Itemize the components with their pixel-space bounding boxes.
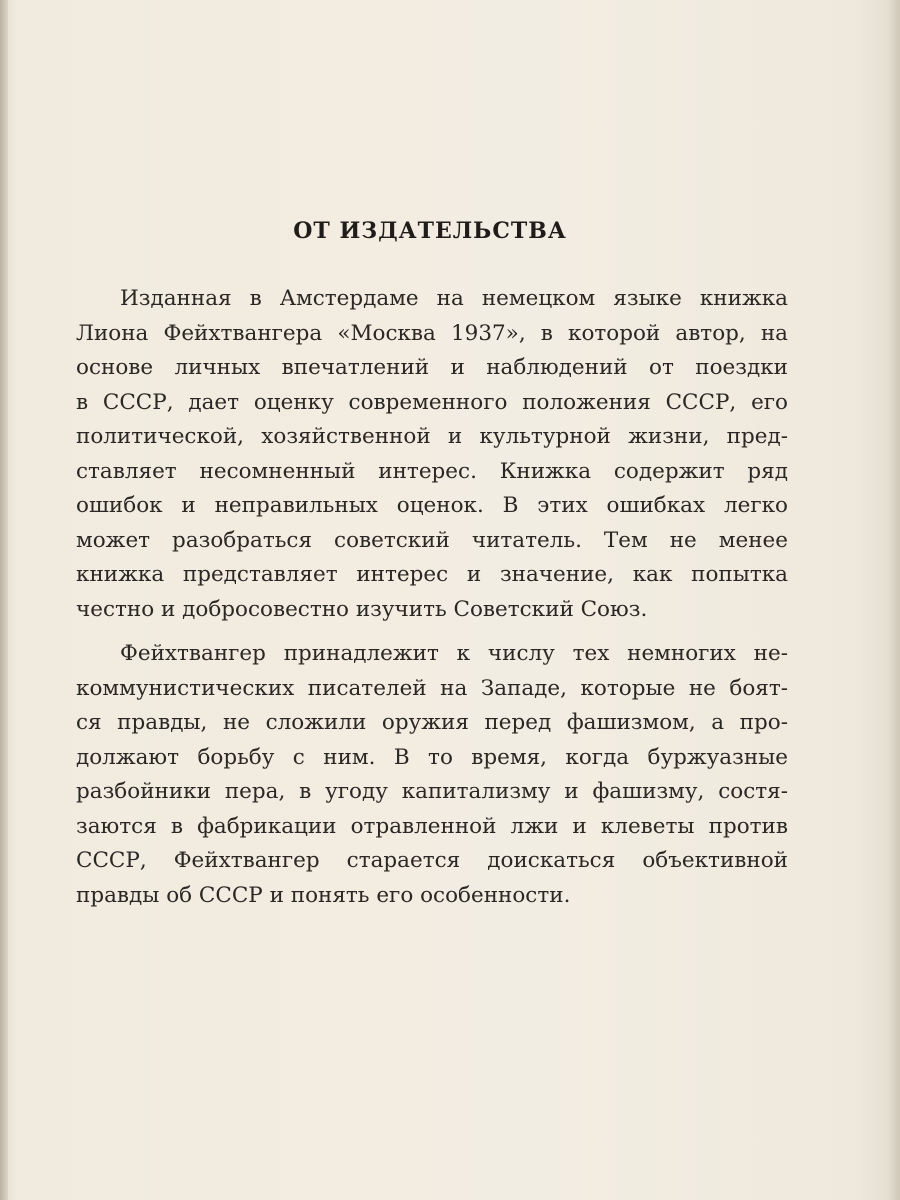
- page-heading: ОТ ИЗДАТЕЛЬСТВА: [293, 218, 567, 244]
- text-line: заются в фабрикации отравленной лжи и клеветы против: [76, 813, 788, 839]
- text-line: книжка представляет интерес и значение, как попытка: [76, 562, 788, 587]
- paragraph-gap: [76, 627, 788, 637]
- page-left-edge: [0, 0, 8, 1200]
- paragraph-2: [76, 637, 788, 913]
- text-line: политической, хозяйственной и культурной жизни, пред-: [76, 424, 788, 449]
- text-line: Изданная в Амстердаме на немецком языке книжка: [120, 286, 788, 311]
- text-line: Фейхтвангер принадлежит к числу тех немногих не-: [120, 641, 788, 666]
- text-line: Лиона Фейхтвангера «Москва 1937», в которой автор, на: [76, 320, 788, 346]
- text-line: разбойники пера, в угоду капитализму и фашизму, состя-: [76, 779, 788, 804]
- text-line: в СССР, дает оценку современного положения СССР, его: [76, 389, 788, 415]
- text-line: СССР, Фейхтвангер старается доискаться объективной: [76, 848, 788, 873]
- body-text: [76, 282, 788, 913]
- text-line: ся правды, не сложили оружия перед фашизмом, а про-: [76, 710, 788, 735]
- text-line: основе личных впечатлений и наблюдений от поездки: [76, 355, 788, 380]
- text-line: может разобраться советский читатель. Тем не менее: [76, 527, 788, 553]
- text-line: ставляет несомненный интерес. Книжка содержит ряд: [76, 458, 788, 484]
- text-line: ошибок и неправильных оценок. В этих ошибках легко: [76, 493, 788, 518]
- text-line: должают борьбу с ним. В то время, когда буржуазные: [76, 744, 788, 770]
- text-line: правды об СССР и понять его особенности.: [76, 882, 571, 908]
- text-line: честно и добросовестно изучить Советский Союз.: [76, 596, 648, 622]
- paragraph-1: [76, 282, 788, 627]
- page-right-edge: [886, 0, 900, 1200]
- text-line: коммунистических писателей на Западе, которые не боят-: [76, 675, 788, 701]
